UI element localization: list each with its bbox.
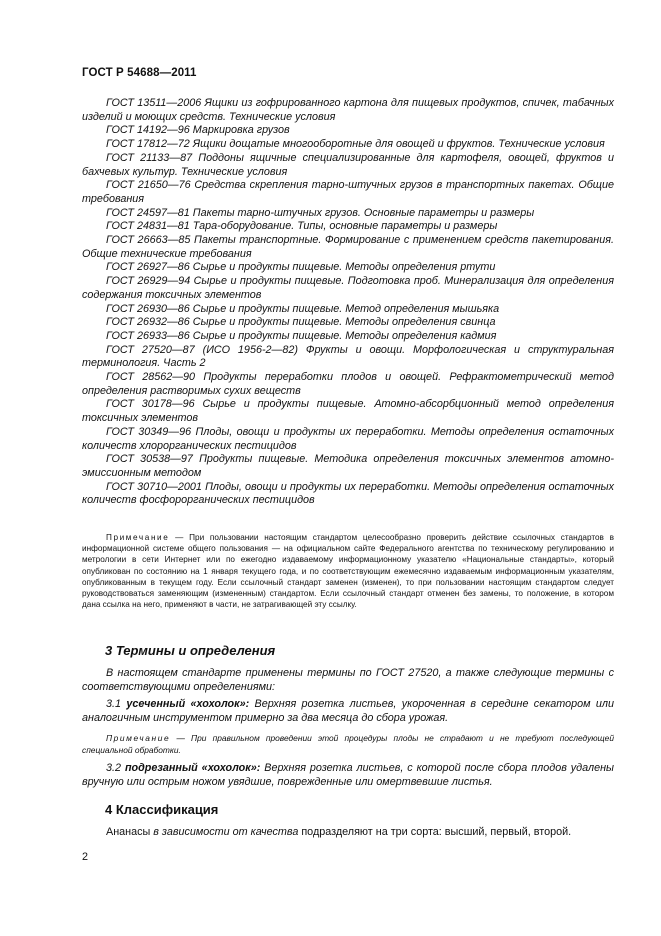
note-label: Примечание [106, 533, 170, 542]
document-header: ГОСТ Р 54688—2011 [82, 67, 197, 79]
term-definition: Верхняя розетка листьев, с которой после сбора плодов удалены вручную или острым ножом увядшие, поврежденные или омертвевшие листья. [82, 761, 615, 788]
reference-item: ГОСТ 26930—86 Сырье и продукты пищевые. Метод определения мышьяка [106, 302, 500, 315]
section-3-intro: В настоящем стандарте применены термины по ГОСТ 27520, а также следующие термины с соответствующими определениями: [82, 667, 614, 693]
term-number: 3.2 [106, 761, 122, 774]
note-label: Примечание [106, 732, 171, 743]
reference-item: ГОСТ 21650—76 Средства скрепления тарно-штучных грузов в транспортных пакетах. Общие требования [82, 179, 614, 205]
term-number: 3.1 [106, 698, 122, 711]
classification-text: Ананасы в зависимости от качества подразделяют на три сорта: высший, первый, второй. [106, 826, 572, 838]
term-name: подрезанный «хохолок»: [124, 761, 261, 774]
reference-item: ГОСТ 14192—96 Маркировка грузов [106, 124, 290, 137]
reference-item: ГОСТ 26932—86 Сырье и продукты пищевые. Методы определения свинца [106, 316, 496, 329]
reference-item: ГОСТ 26933—86 Сырье и продукты пищевые. Методы определения кадмия [106, 329, 497, 342]
references-list [82, 97, 614, 508]
reference-item: ГОСТ 30178—96 Сырье и продукты пищевые. Атомно-абсорбционный метод определения токсичных элементов [82, 398, 614, 425]
reference-item: ГОСТ 21133—87 Поддоны ящичные специализированные для картофеля, овощей, фруктов и бахчевых культур. Технические условия [82, 151, 614, 178]
note-text: — При пользовании настоящим стандартом целесообразно проверить действие ссылочных стандартов в информационной системе общего пользования — на официальном сайте Федерального агентства по техническому регулированию и метрологии в сети Интернет или по ежегодно издаваемому информационному указателю «Национальные стандарты», который опубликован по состоянию на 1 января текущего года, и по соответствующим ежемесячно издаваемым информационным указателям, опубликованным в текущем году. Если ссылочный стандарт заменен (изменен), то при пользовании настоящим стандартом следует руководствоваться заменяющим (измененным) стандартом. Если ссылочный стандарт отменен без замены, то положение, в котором дана ссылка на него, применяют в части, не затрагивающей эту ссылку. [82, 533, 614, 610]
section-3-body [82, 667, 614, 789]
term-name: усеченный «хохолок»: [126, 698, 250, 711]
reference-item: ГОСТ 30710—2001 Плоды, овощи и продукты их переработки. Методы определения остаточных количеств фосфорорганических пестицидов [82, 480, 614, 507]
reference-item: ГОСТ 30349—96 Плоды, овощи и продукты их переработки. Методы определения остаточных количеств хлорорганических пестицидов [82, 425, 614, 452]
term-note [82, 732, 614, 756]
section-4-title: 4 Классификация [105, 802, 219, 817]
section-4-body [82, 826, 614, 840]
references-note [82, 532, 614, 610]
reference-item: ГОСТ 17812—72 Ящики дощатые многооборотные для овощей и фруктов. Технические условия [106, 138, 605, 151]
reference-item: ГОСТ 27520—87 (ИСО 1956-2—82) Фрукты и овощи. Морфологическая и структуральная терминология. Часть 2 [82, 343, 614, 370]
section-3-title: 3 Термины и определения [105, 643, 276, 658]
term-3-1 [82, 698, 614, 725]
reference-item: ГОСТ 26927—86 Сырье и продукты пищевые. Методы определения ртути [106, 261, 496, 274]
term-definition: Верхняя розетка листьев, укороченная в середине секатором или аналогичным инструментом примерно за два месяца до сбора урожая. [82, 698, 614, 725]
reference-item: ГОСТ 13511—2006 Ящики из гофрированного картона для пищевых продуктов, спичек, табачных изделий и моющих средств. Технические условия [82, 97, 614, 123]
reference-item: ГОСТ 26929—94 Сырье и продукты пищевые. Подготовка проб. Минерализация для определения содержания токсичных элементов [82, 275, 614, 301]
page-number: 2 [82, 851, 89, 863]
reference-item: ГОСТ 24831—81 Тара-оборудование. Типы, основные параметры и размеры [106, 220, 498, 233]
reference-item: ГОСТ 26663—85 Пакеты транспортные. Формирование с применением средств пакетирования. Общие технические требования [82, 234, 614, 260]
reference-item: ГОСТ 30538—97 Продукты пищевые. Методика определения токсичных элементов атомно-эмиссионным методом [82, 453, 614, 479]
reference-item: ГОСТ 24597—81 Пакеты тарно-штучных грузов. Основные параметры и размеры [106, 206, 535, 219]
term-3-2 [82, 762, 614, 789]
note-text: — При правильном проведении этой процедуры плоды не страдают и не требуют последующей специальной обработки. [82, 732, 614, 755]
reference-item: ГОСТ 28562—90 Продукты переработки плодов и овощей. Рефрактометрический метод определения растворимых сухих веществ [82, 371, 614, 397]
